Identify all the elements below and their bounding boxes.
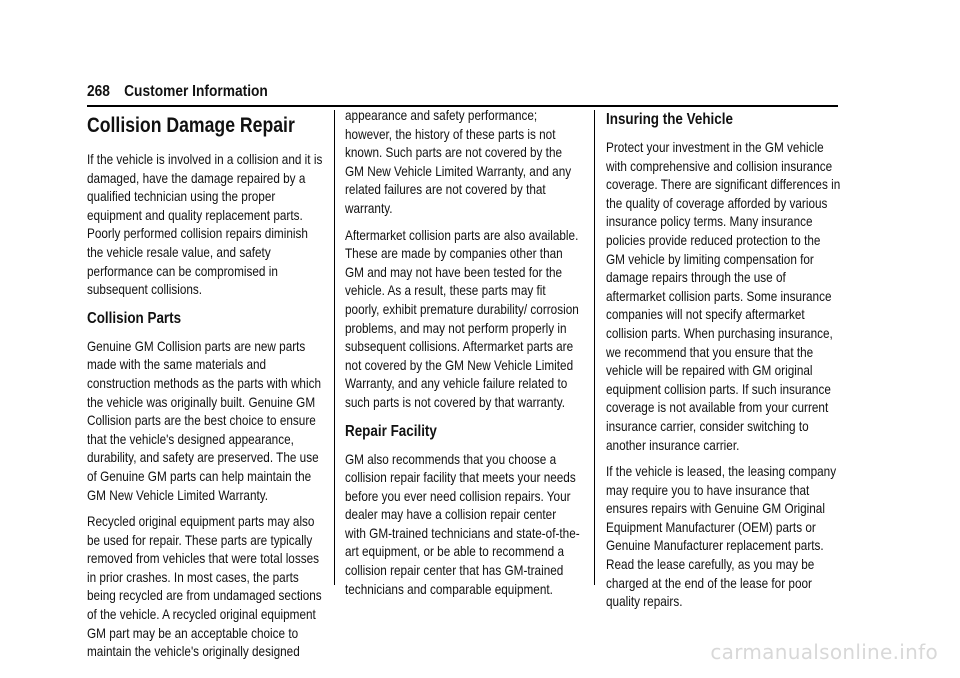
paragraph-leasing: If the vehicle is leased, the leasing company may require you to have insurance that ensures repairs with Genuine GM Original Equipment Manufacturer (OEM) parts or Genuine Manufacturer replacement parts. Read the lease carefully, as you may be charged at the end of the lease for poor quality repairs.: [606, 463, 837, 610]
page-number: 268: [87, 83, 110, 100]
column-divider: [334, 110, 335, 585]
paragraph-intro: If the vehicle is involved in a collision and it is damaged, have the damage repaired by a qualified technician using the proper equipment and quality replacement parts. Poorly performed collision repairs diminish the vehicle resale value, and safety performance can be compromised in subsequent collisions.: [87, 151, 323, 298]
paragraph-genuine-parts: Genuine GM Collision parts are new parts made with the same materials and construction methods as the parts with which the vehicle was originally built. Genuine GM Collision parts are the best choice to ensure that the vehicle's designed appearance, durability, and safety are preserved. The use of Genuine GM parts can help maintain the GM New Vehicle Limited Warranty.: [87, 337, 322, 503]
watermark: carmanualsonline.info: [710, 640, 938, 664]
column-left: [87, 110, 327, 669]
page-header: [87, 83, 732, 101]
heading-collision-parts: Collision Parts: [87, 309, 182, 327]
paragraph-recycled-continued: appearance and safety performance; however, the history of these parts is not known. Such parts are not covered by the GM New Vehicle Limited Warranty, and any related failures are not covered by that warranty.: [345, 107, 572, 216]
section-title: Customer Information: [124, 83, 268, 100]
paragraph-insurance: Protect your investment in the GM vehicle with comprehensive and collision insurance coverage. There are significant differences in the quality of coverage afforded by various insurance policy terms. Many insurance policies provide reduced protection to the GM vehicle by limiting compensation for damage repairs through the use of aftermarket collision parts. Some insurance companies will not specify aftermarket collision parts. When purchasing insurance, we recommend that you ensure that the vehicle will be repaired with GM original equipment collision parts. If such insurance coverage is not available from your current insurance carrier, consider switching to another insurance carrier.: [606, 139, 841, 453]
heading-insuring-vehicle: Insuring the Vehicle: [606, 111, 733, 128]
paragraph-aftermarket-parts: Aftermarket collision parts are also available. These are made by companies other than GM and may not have been tested for the vehicle. As a result, these parts may fit poorly, exhibit premature durability/ corrosion problems, and may not perform properly in subsequent collisions. Aftermarket parts are not covered by the GM New Vehicle Limited Warranty, and any vehicle failure related to such parts is not covered by that warranty.: [345, 226, 579, 410]
column-middle: [345, 106, 580, 606]
paragraph-repair-facility: GM also recommends that you choose a collision repair facility that meets your needs before you ever need collision repairs. Your dealer may have a collision repair center with GM-trained technicians and state-of-the-art equipment, or be able to recommend a collision repair center that has GM-trained technicians and comparable equipment.: [345, 450, 580, 597]
paragraph-recycled-parts: Recycled original equipment parts may also be used for repair. These parts are typically removed from vehicles that were total losses in prior crashes. In most cases, the parts being recycled are from undamaged sections of the vehicle. A recycled original equipment GM part may be an acceptable choice to maintain the vehicle's originally designed: [87, 513, 322, 660]
heading-repair-facility: Repair Facility: [345, 422, 437, 440]
column-right: [606, 110, 841, 619]
column-divider: [594, 110, 595, 585]
page-title: Collision Damage Repair: [87, 114, 295, 137]
